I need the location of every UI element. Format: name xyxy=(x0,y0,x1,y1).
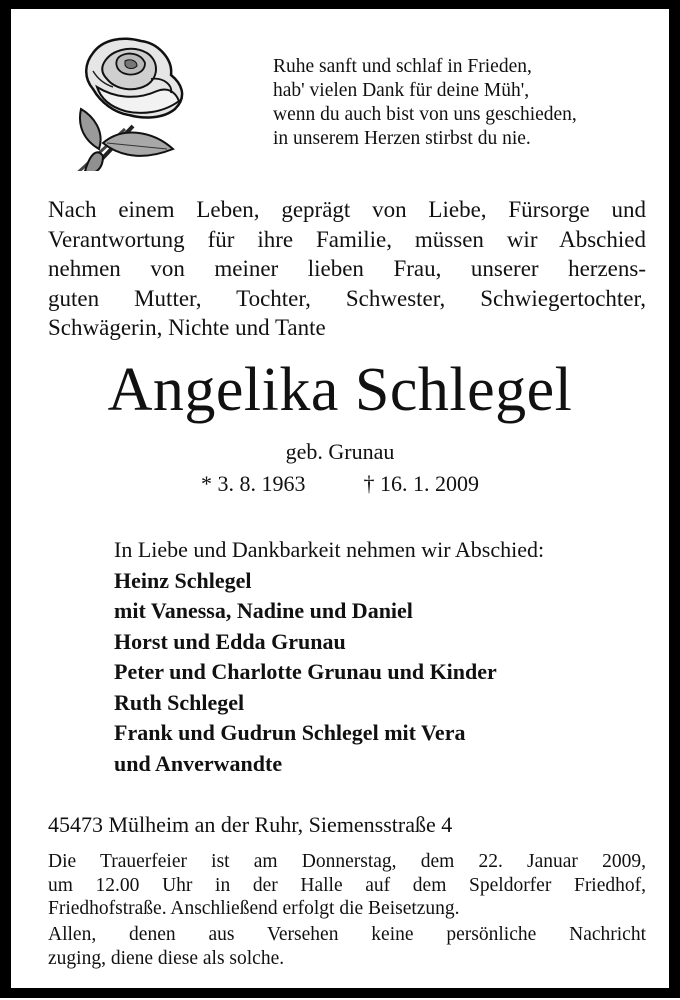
mourner-name: Heinz Schlegel xyxy=(114,567,252,593)
ceremony-line: Friedhofstraße. Anschließend erfolgt die Beisetzung. xyxy=(48,898,460,919)
poem-line: hab' vielen Dank für deine Müh', xyxy=(273,80,530,101)
birth-date: * 3. 8. 1963 xyxy=(201,471,306,496)
intro-line: guten Mutter, Tochter, Schwester, Schwiegertochter, xyxy=(48,285,646,311)
mourner-name: Horst und Edda Grunau xyxy=(114,628,346,654)
life-dates xyxy=(11,471,669,497)
mourner-name: Ruth Schlegel xyxy=(114,689,245,715)
poem-line: wenn du auch bist von uns geschieden, xyxy=(273,104,577,125)
intro-line: Verantwortung für ihre Familie, müssen wir Abschied xyxy=(48,226,646,252)
ceremony-info xyxy=(48,850,646,921)
family-address: 45473 Mülheim an der Ruhr, Siemensstraße 4 xyxy=(48,812,453,837)
ceremony-line: um 12.00 Uhr in der Halle auf dem Speldorfer Friedhof, xyxy=(48,874,646,896)
intro-line: Schwägerin, Nichte und Tante xyxy=(48,315,326,340)
maiden-name: geb. Grunau xyxy=(285,439,395,464)
notice-text xyxy=(48,923,646,970)
poem-line: Ruhe sanft und schlaf in Frieden, xyxy=(273,56,532,77)
poem-verse xyxy=(273,55,577,151)
mourners-lead: In Liebe und Dankbarkeit nehmen wir Abschied: xyxy=(114,537,545,562)
notice-line: zuging, diene diese als solche. xyxy=(48,947,285,969)
mourner-name: Peter und Charlotte Grunau und Kinder xyxy=(114,659,497,684)
intro-line: nehmen von meiner lieben Frau, unserer herzens- xyxy=(48,256,646,281)
mourner-name: mit Vanessa, Nadine und Daniel xyxy=(114,598,413,623)
intro-paragraph xyxy=(48,195,646,343)
mourners-list xyxy=(114,535,544,779)
ceremony-line: Die Trauerfeier ist am Donnerstag, dem 22. Januar 2009, xyxy=(48,851,646,872)
rose-icon xyxy=(63,31,193,171)
mourner-name: und Anverwandte xyxy=(114,750,283,776)
intro-line: Nach einem Leben, geprägt von Liebe, Fürsorge und xyxy=(48,197,646,222)
death-date: † 16. 1. 2009 xyxy=(363,471,479,496)
poem-line: in unserem Herzen stirbst du nie. xyxy=(273,128,531,149)
deceased-name: Angelika Schlegel xyxy=(107,356,573,424)
mourner-name: Frank und Gudrun Schlegel mit Vera xyxy=(114,720,466,745)
notice-line: Allen, denen aus Versehen keine persönliche Nachricht xyxy=(48,924,646,945)
